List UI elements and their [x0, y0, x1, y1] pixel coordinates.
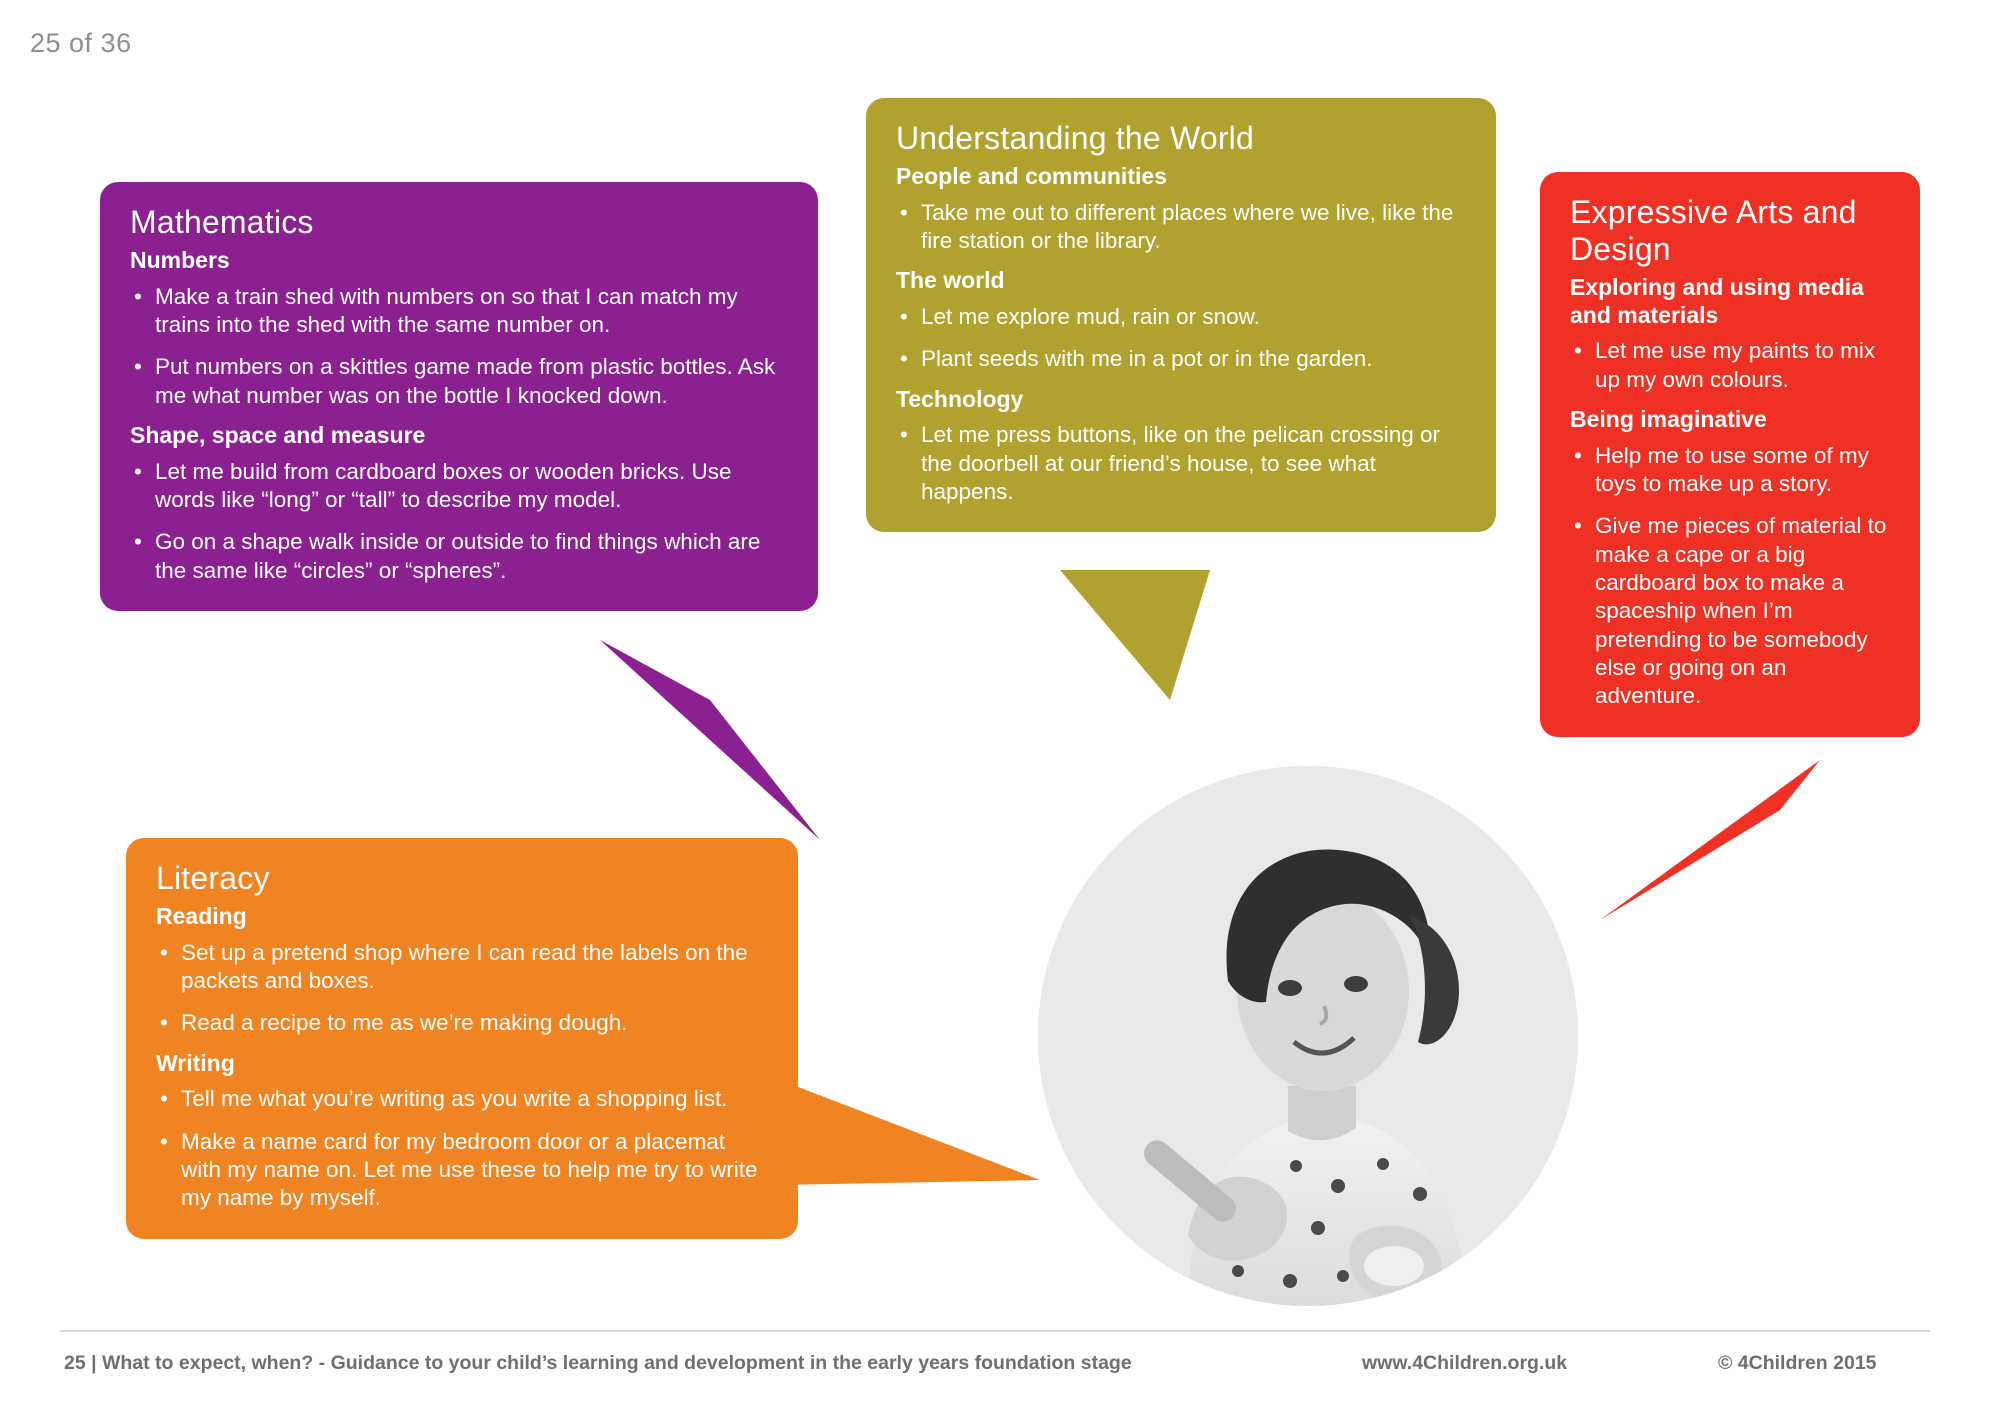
section-heading-reading: Reading	[156, 903, 247, 930]
list-people-and-communities	[896, 199, 1466, 256]
bullet-icon: •	[134, 529, 142, 555]
footer-title: 25 | What to expect, when? - Guidance to your child’s learning and development in the early years foundation stage	[64, 1352, 1132, 1374]
section-heading-shape-space-measure: Shape, space and measure	[130, 422, 426, 449]
section-heading-exploring-and-using-media-and-materials: Exploring and using media and materials	[1570, 274, 1864, 328]
list-writing	[156, 1085, 768, 1212]
section-heading-the-world: The world	[896, 267, 1005, 294]
bullet-icon: •	[160, 1010, 168, 1036]
section-heading-being-imaginative: Being imaginative	[1570, 406, 1767, 433]
bullet-icon: •	[134, 354, 142, 380]
page-indicator: 25 of 36	[30, 28, 132, 58]
speech-tail-understanding-the-world	[1060, 570, 1220, 700]
bullet-icon: •	[900, 199, 908, 225]
list-item	[156, 939, 768, 996]
list-shape-space-measure	[130, 458, 788, 585]
list-item	[156, 1085, 768, 1113]
photo-child	[1038, 766, 1578, 1306]
section-heading-writing: Writing	[156, 1049, 235, 1076]
bullet-icon: •	[900, 346, 908, 372]
card-literacy	[126, 838, 798, 1239]
list-item	[896, 421, 1466, 506]
speech-tail-literacy	[780, 1080, 1040, 1190]
list-exploring-and-using-media-and-materials	[1570, 337, 1890, 394]
bullet-icon: •	[134, 458, 142, 484]
card-title-mathematics: Mathematics	[130, 204, 314, 240]
card-title-expressive-arts-and-design: Expressive Arts and Design	[1570, 194, 1857, 268]
list-item	[896, 345, 1466, 373]
card-understanding-the-world	[866, 98, 1496, 532]
section-heading-technology: Technology	[896, 385, 1024, 412]
photo-child-graphic	[1038, 766, 1578, 1306]
footer-copyright: © 4Children 2015	[1718, 1352, 1877, 1374]
card-expressive-arts-and-design	[1540, 172, 1920, 737]
speech-tail-mathematics	[600, 640, 820, 840]
list-item	[1570, 442, 1890, 499]
list-reading	[156, 939, 768, 1038]
list-item-text: Make a train shed with numbers on so that I can match my trains into the shed with the same number on.	[155, 283, 738, 338]
bullet-icon: •	[160, 1128, 168, 1154]
list-item	[130, 283, 788, 340]
list-item	[130, 528, 788, 585]
bullet-icon: •	[1574, 338, 1582, 364]
section-heading-numbers: Numbers	[130, 247, 230, 274]
footer-website[interactable]: www.4Children.org.uk	[1362, 1352, 1568, 1374]
bullet-icon: •	[134, 283, 142, 309]
section-heading-people-and-communities: People and communities	[896, 163, 1167, 190]
list-item	[130, 458, 788, 515]
list-item-text: Go on a shape walk inside or outside to find things which are the same like “circles” or “spheres”.	[155, 529, 761, 583]
list-item-text: Help me to use some of my toys to make up a story.	[1595, 442, 1869, 497]
bullet-icon: •	[160, 939, 168, 965]
list-item	[1570, 512, 1890, 710]
footer-divider	[60, 1330, 1930, 1332]
bullet-icon: •	[900, 303, 908, 329]
list-the-world	[896, 303, 1466, 374]
list-numbers	[130, 283, 788, 410]
list-item	[156, 1009, 768, 1037]
list-item-text: Give me pieces of material to make a cape or a big cardboard box to make a spaceship when I’m pretending to be somebody else or going on an adventure.	[1595, 513, 1887, 709]
list-being-imaginative	[1570, 442, 1890, 711]
list-item	[896, 303, 1466, 331]
list-item-text: Make a name card for my bedroom door or a placemat with my name on. Let me use these to help me try to write my name by myself.	[181, 1128, 758, 1211]
speech-tail-expressive-arts-and-design	[1600, 760, 1820, 920]
list-item-text: Let me press buttons, like on the pelican crossing or the doorbell at our friend’s house, to see what happens.	[921, 422, 1441, 504]
list-item	[1570, 337, 1890, 394]
list-item-text: Read a recipe to me as we’re making dough.	[181, 1010, 628, 1036]
list-item-text: Let me use my paints to mix up my own colours.	[1595, 338, 1876, 392]
list-item-text: Plant seeds with me in a pot or in the garden.	[921, 346, 1373, 372]
list-item-text: Set up a pretend shop where I can read the labels on the packets and boxes.	[181, 939, 748, 994]
list-item	[896, 199, 1466, 256]
list-technology	[896, 421, 1466, 506]
list-item-text: Put numbers on a skittles game made from plastic bottles. Ask me what number was on the bottle I knocked down.	[155, 354, 776, 408]
card-mathematics	[100, 182, 818, 611]
card-title-understanding-the-world: Understanding the World	[896, 120, 1254, 156]
bullet-icon: •	[900, 422, 908, 448]
list-item	[130, 353, 788, 410]
list-item-text: Take me out to different places where we live, like the fire station or the library.	[921, 199, 1454, 254]
bullet-icon: •	[1574, 513, 1582, 539]
list-item	[156, 1128, 768, 1213]
card-title-literacy: Literacy	[156, 860, 270, 896]
list-item-text: Let me explore mud, rain or snow.	[921, 303, 1260, 329]
bullet-icon: •	[160, 1086, 168, 1112]
list-item-text: Tell me what you’re writing as you write a shopping list.	[181, 1086, 728, 1112]
list-item-text: Let me build from cardboard boxes or wooden bricks. Use words like “long” or “tall” to describe my model.	[155, 458, 732, 513]
bullet-icon: •	[1574, 442, 1582, 468]
